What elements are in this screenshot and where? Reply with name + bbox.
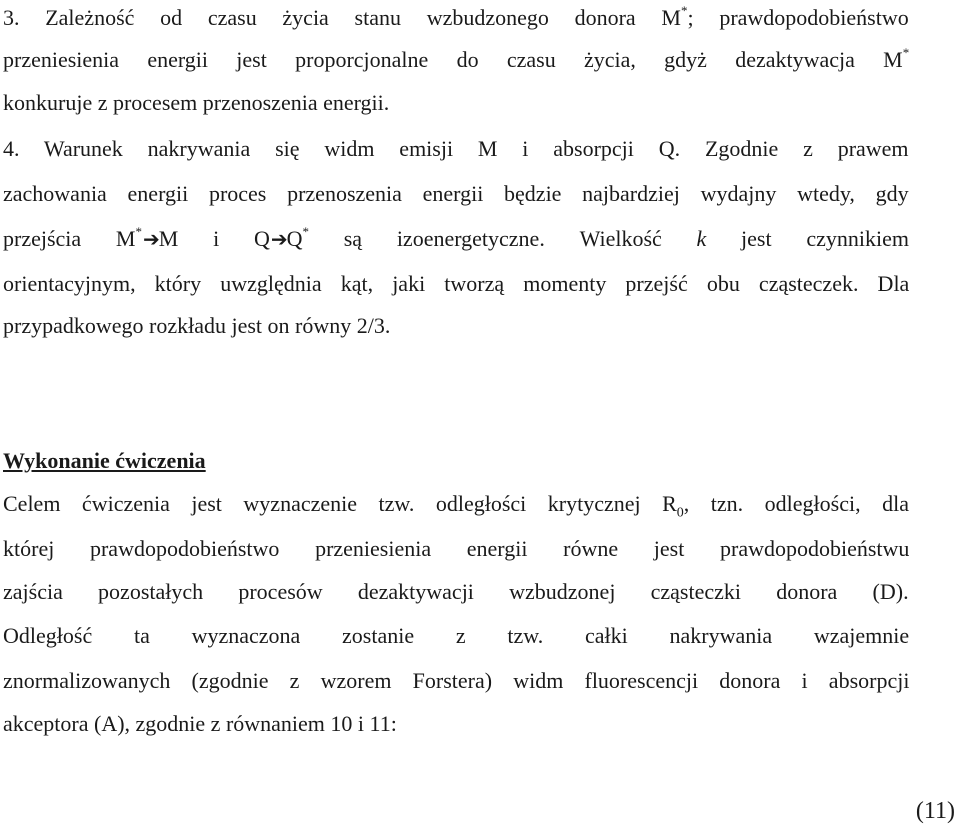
item3-line1 (3, 4, 909, 32)
arrow-right-icon: ➔ (142, 227, 160, 251)
equation-number: (11) (915, 798, 955, 824)
symbol-star: * (135, 223, 142, 239)
section-line6-text: akceptora (A), zgodnie z równaniem 10 i 11: (3, 711, 397, 736)
section-heading: Wykonanie ćwiczenia (3, 448, 206, 473)
arrow-right-icon: ➔ (270, 227, 288, 251)
section-line2-text: której prawdopodobieństwo przeniesienia energii równe jest prawdopodobieństwu (3, 536, 910, 561)
section-line4-text: Odległość ta wyznaczona zostanie z tzw. całki nakrywania wzajemnie (3, 623, 910, 648)
item3-line2-sup: * (902, 44, 910, 60)
item4-transition-m (116, 225, 178, 253)
item4-line2 (3, 180, 909, 208)
section-line5 (3, 667, 909, 695)
section-line4 (3, 622, 909, 650)
item4-line1 (3, 135, 909, 163)
item4-word-czynnikiem: czynnikiem (806, 226, 909, 251)
item4-line4 (3, 270, 909, 298)
item4-word-i: i (213, 226, 220, 251)
section-line1-sub: 0 (676, 505, 684, 521)
item4-line2-text: zachowania energii proces przenoszenia energii będzie najbardziej wydajny wtedy, gdy (3, 181, 909, 206)
item4-line5 (3, 312, 909, 340)
item4-symbol-k: k (696, 226, 707, 251)
section-line5-text: znormalizowanych (zgodnie z wzorem Forstera) widm fluorescencji donora i absorpcji (3, 668, 910, 693)
item3-line3-text: konkuruje z procesem przenoszenia energii. (3, 90, 390, 115)
item3-line1-text: 3. Zależność od czasu życia stanu wzbudzonego donora M (3, 5, 681, 30)
section-line6 (3, 710, 909, 738)
item4-word-przejscia: przejścia (3, 226, 82, 251)
item4-word-izoenergetyczne: izoenergetyczne. (396, 226, 545, 251)
item4-line4-text: orientacyjnym, który uwzględnia kąt, jaki tworzą momenty przejść obu cząsteczek. Dla (3, 271, 910, 296)
item3-line1-sup: * (680, 2, 688, 18)
item4-line5-text: przypadkowego rozkładu jest on równy 2/3. (3, 313, 391, 338)
item4-word-wielkosc: Wielkość (579, 226, 662, 251)
symbol-star2: * (302, 223, 309, 239)
item4-word-sa: są (343, 226, 363, 251)
item3-line2 (3, 46, 909, 74)
symbol-m: M (115, 226, 136, 251)
symbol-q2: Q (286, 226, 303, 251)
item4-word-jest: jest (741, 226, 772, 251)
symbol-q: Q (253, 226, 270, 251)
item3-line2-text: przeniesienia energii jest proporcjonalne do czasu życia, gdyż dezaktywacja M (3, 47, 903, 72)
section-line1-b: , tzn. odległości, dla (683, 491, 909, 516)
section-line3-text: zajścia pozostałych procesów dezaktywacji wzbudzonej cząsteczki donora (D). (3, 579, 909, 604)
section-line2 (3, 535, 909, 563)
section-line1-a: Celem ćwiczenia jest wyznaczenie tzw. odległości krytycznej R (3, 491, 677, 516)
section-line3 (3, 578, 909, 606)
section-line1 (3, 490, 909, 521)
symbol-m2: M (158, 226, 179, 251)
item4-transition-q (254, 225, 309, 253)
item3-line3 (3, 89, 909, 117)
item3-line1-tail: ; prawdopodobieństwo (687, 5, 909, 30)
item4-line1-text: 4. Warunek nakrywania się widm emisji M i absorpcji Q. Zgodnie z prawem (3, 136, 909, 161)
item4-line3 (3, 225, 909, 253)
